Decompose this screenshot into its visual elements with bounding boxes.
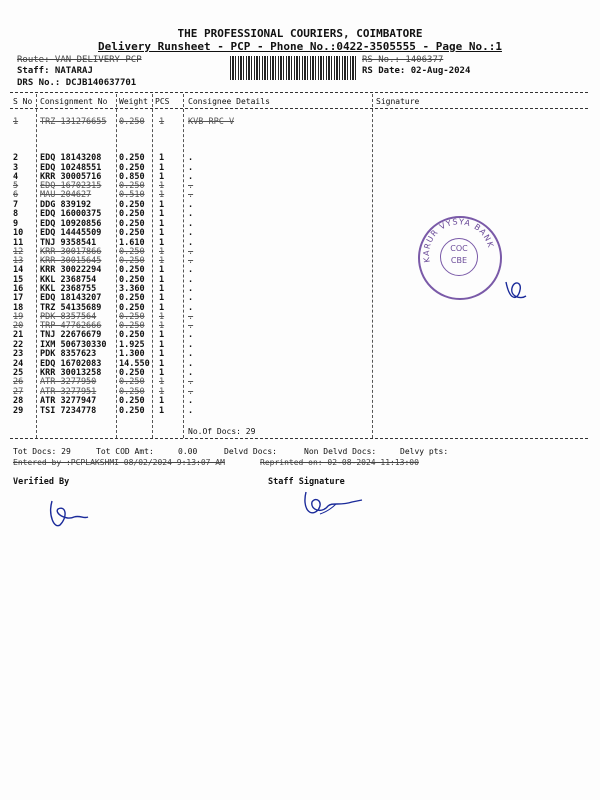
row-details: . bbox=[188, 228, 194, 238]
row-pcs: 1 bbox=[159, 219, 165, 229]
row-details: . bbox=[188, 406, 194, 416]
total-docs: Tot Docs: 29 bbox=[13, 447, 71, 456]
row-sno: 12 bbox=[13, 247, 24, 257]
col-signature: Signature bbox=[376, 97, 420, 106]
row-details: . bbox=[188, 238, 194, 248]
row-consignment: TRZ 131276655 bbox=[40, 117, 107, 127]
stamp-line2: CBE bbox=[450, 256, 468, 265]
rs-number: RS No.: 1406377 bbox=[362, 55, 444, 65]
row-consignment: MAU 204627 bbox=[40, 190, 92, 200]
row-details: . bbox=[188, 321, 194, 331]
row-pcs: 1 bbox=[159, 153, 165, 163]
row-sno: 10 bbox=[13, 228, 24, 238]
row-sno: 3 bbox=[13, 163, 19, 173]
row-consignment: KRR 30017866 bbox=[40, 247, 102, 257]
row-sno: 18 bbox=[13, 303, 24, 313]
row-consignment: TNJ 9358541 bbox=[40, 238, 97, 248]
row-consignment: EDQ 16000375 bbox=[40, 209, 102, 219]
row-details: . bbox=[188, 181, 194, 191]
row-weight: 0.250 bbox=[119, 163, 145, 173]
row-sno: 14 bbox=[13, 265, 24, 275]
row-weight: 0.250 bbox=[119, 219, 145, 229]
row-pcs: 1 bbox=[159, 172, 165, 182]
row-pcs: 1 bbox=[159, 330, 165, 340]
row-pcs: 1 bbox=[159, 181, 165, 191]
row-weight: 0.250 bbox=[119, 293, 145, 303]
svg-text:KARUR VYSYA BANK: KARUR VYSYA BANK bbox=[421, 217, 496, 264]
row-weight: 1.925 bbox=[119, 340, 145, 350]
row-pcs: 1 bbox=[159, 238, 165, 248]
total-cod-label: Tot COD Amt: bbox=[96, 447, 154, 456]
row-sno: 9 bbox=[13, 219, 19, 229]
row-weight: 0.250 bbox=[119, 200, 145, 210]
row-consignment: EDQ 18143207 bbox=[40, 293, 102, 303]
row-sno: 19 bbox=[13, 312, 24, 322]
row-consignment: EDQ 16702083 bbox=[40, 359, 102, 369]
row-weight: 0.250 bbox=[119, 368, 145, 378]
row-sno: 17 bbox=[13, 293, 24, 303]
row-weight: 0.250 bbox=[119, 153, 145, 163]
bank-stamp bbox=[418, 216, 502, 300]
row-consignment: IXM 506730330 bbox=[40, 340, 107, 350]
row-details: . bbox=[188, 172, 194, 182]
row-sno: 4 bbox=[13, 172, 19, 182]
row-weight: 0.250 bbox=[119, 117, 145, 127]
row-weight: 0.250 bbox=[119, 256, 145, 266]
row-sno: 29 bbox=[13, 406, 24, 416]
row-consignment: DDG 839192 bbox=[40, 200, 92, 210]
row-details: . bbox=[188, 387, 194, 397]
row-details: . bbox=[188, 209, 194, 219]
row-sno: 2 bbox=[13, 153, 19, 163]
col-consignment: Consignment No bbox=[40, 97, 108, 106]
row-consignment: TSI 7234778 bbox=[40, 406, 97, 416]
row-weight: 0.250 bbox=[119, 396, 145, 406]
row-weight: 0.250 bbox=[119, 209, 145, 219]
row-consignment: ATR 3277951 bbox=[40, 387, 97, 397]
row-sno: 25 bbox=[13, 368, 24, 378]
row-weight: 0.250 bbox=[119, 247, 145, 257]
row-sno: 15 bbox=[13, 275, 24, 285]
total-cod-amount: 0.00 bbox=[178, 447, 198, 456]
row-weight: 14.550 bbox=[119, 359, 150, 369]
row-consignment: KRR 30015645 bbox=[40, 256, 102, 266]
row-weight: 0.250 bbox=[119, 330, 145, 340]
row-pcs: 1 bbox=[159, 377, 165, 387]
row-sno: 23 bbox=[13, 349, 24, 359]
verified-by-label: Verified By bbox=[13, 477, 70, 487]
delivered-docs: Delvd Docs: bbox=[224, 447, 277, 456]
delivery-points: Delvy pts: bbox=[400, 447, 449, 456]
row-details: . bbox=[188, 377, 194, 387]
row-pcs: 1 bbox=[159, 321, 165, 331]
row-consignment: KKL 2368754 bbox=[40, 275, 97, 285]
row-consignment: EDQ 10920856 bbox=[40, 219, 102, 229]
row-weight: 0.250 bbox=[119, 321, 145, 331]
staff-line: Staff: NATARAJ bbox=[17, 66, 93, 76]
stamp-initial bbox=[500, 272, 530, 306]
row-weight: 0.250 bbox=[119, 228, 145, 238]
row-pcs: 1 bbox=[159, 228, 165, 238]
row-consignment: KRR 30013258 bbox=[40, 368, 102, 378]
row-details: . bbox=[188, 153, 194, 163]
row-pcs: 1 bbox=[159, 396, 165, 406]
row-pcs: 1 bbox=[159, 163, 165, 173]
row-weight: 0.250 bbox=[119, 312, 145, 322]
row-details: . bbox=[188, 359, 194, 369]
row-details: . bbox=[188, 293, 194, 303]
row-details: . bbox=[188, 163, 194, 173]
col-sno: S No bbox=[13, 97, 33, 106]
row-consignment: PDK 8357623 bbox=[40, 349, 97, 359]
row-weight: 0.850 bbox=[119, 172, 145, 182]
row-details: . bbox=[188, 219, 194, 229]
row-details: . bbox=[188, 275, 194, 285]
row-weight: 0.250 bbox=[119, 275, 145, 285]
row-details: . bbox=[188, 284, 194, 294]
row-details: KVB RPC V bbox=[188, 117, 235, 127]
row-pcs: 1 bbox=[159, 303, 165, 313]
col-consignee: Consignee Details bbox=[188, 97, 270, 106]
row-consignment: TNJ 22676679 bbox=[40, 330, 102, 340]
row-weight: 0.250 bbox=[119, 181, 145, 191]
row-pcs: 1 bbox=[159, 275, 165, 285]
row-weight: 0.250 bbox=[119, 265, 145, 275]
stamp-line1: COC bbox=[450, 244, 468, 253]
company-title: THE PROFESSIONAL COURIERS, COIMBATORE bbox=[177, 27, 423, 40]
row-pcs: 1 bbox=[159, 117, 165, 127]
row-details: . bbox=[188, 349, 194, 359]
row-consignment: EDQ 18143208 bbox=[40, 153, 102, 163]
staff-signature bbox=[296, 484, 366, 524]
row-details: . bbox=[188, 200, 194, 210]
row-weight: 0.250 bbox=[119, 303, 145, 313]
row-sno: 7 bbox=[13, 200, 19, 210]
row-details: . bbox=[188, 368, 194, 378]
route-line: Route: VAN DELIVERY PCP bbox=[17, 55, 142, 65]
row-pcs: 1 bbox=[159, 209, 165, 219]
footer-rule bbox=[10, 438, 588, 439]
row-sno: 8 bbox=[13, 209, 19, 219]
row-sno: 1 bbox=[13, 117, 19, 127]
row-sno: 11 bbox=[13, 238, 24, 248]
barcode bbox=[230, 56, 358, 80]
row-details: . bbox=[188, 330, 194, 340]
row-pcs: 1 bbox=[159, 406, 165, 416]
table-row bbox=[0, 406, 600, 417]
row-pcs: 1 bbox=[159, 190, 165, 200]
no-of-docs: No.Of Docs: 29 bbox=[188, 427, 256, 436]
row-consignment: EDQ 14445509 bbox=[40, 228, 102, 238]
row-sno: 24 bbox=[13, 359, 24, 369]
row-pcs: 1 bbox=[159, 284, 165, 294]
table-row bbox=[0, 117, 600, 128]
row-details: . bbox=[188, 190, 194, 200]
row-consignment: EDQ 10248551 bbox=[40, 163, 102, 173]
row-weight: 3.360 bbox=[119, 284, 145, 294]
row-sno: 20 bbox=[13, 321, 24, 331]
staff-signature-label: Staff Signature bbox=[268, 477, 345, 487]
row-details: . bbox=[188, 303, 194, 313]
verifier-signature bbox=[44, 495, 94, 535]
row-details: . bbox=[188, 312, 194, 322]
row-weight: 0.510 bbox=[119, 190, 145, 200]
header-rule-top bbox=[10, 92, 588, 93]
row-consignment: TRZ 54135689 bbox=[40, 303, 102, 313]
row-sno: 22 bbox=[13, 340, 24, 350]
row-pcs: 1 bbox=[159, 340, 165, 350]
row-pcs: 1 bbox=[159, 293, 165, 303]
row-pcs: 1 bbox=[159, 368, 165, 378]
row-details: . bbox=[188, 340, 194, 350]
row-details: . bbox=[188, 396, 194, 406]
row-pcs: 1 bbox=[159, 256, 165, 266]
row-details: . bbox=[188, 265, 194, 275]
row-sno: 5 bbox=[13, 181, 19, 191]
row-details: . bbox=[188, 256, 194, 266]
reprinted-on: Reprinted on: 02-08-2024 11:13:00 bbox=[260, 458, 419, 467]
row-consignment: KKL 2368755 bbox=[40, 284, 97, 294]
entered-by: Entered by :PCPLAKSHMI 08/02/2024 9:13:07 AM bbox=[13, 458, 225, 467]
row-weight: 1.300 bbox=[119, 349, 145, 359]
row-pcs: 1 bbox=[159, 265, 165, 275]
row-pcs: 1 bbox=[159, 200, 165, 210]
row-pcs: 1 bbox=[159, 359, 165, 369]
row-sno: 16 bbox=[13, 284, 24, 294]
row-details: . bbox=[188, 247, 194, 257]
row-consignment: TRP 47762666 bbox=[40, 321, 102, 331]
row-weight: 0.250 bbox=[119, 377, 145, 387]
row-pcs: 1 bbox=[159, 247, 165, 257]
row-sno: 13 bbox=[13, 256, 24, 266]
header-rule-bottom bbox=[10, 108, 588, 109]
row-sno: 27 bbox=[13, 387, 24, 397]
row-consignment: KRR 30005716 bbox=[40, 172, 102, 182]
drs-number: DRS No.: DCJB140637701 bbox=[17, 78, 137, 88]
row-pcs: 1 bbox=[159, 387, 165, 397]
row-consignment: EDQ 16702315 bbox=[40, 181, 102, 191]
row-consignment: ATR 3277947 bbox=[40, 396, 97, 406]
row-weight: 0.250 bbox=[119, 387, 145, 397]
col-weight: Weight bbox=[119, 97, 148, 106]
row-weight: 1.610 bbox=[119, 238, 145, 248]
runsheet-subtitle: Delivery Runsheet - PCP - Phone No.:0422-3505555 - Page No.:1 bbox=[98, 40, 502, 53]
row-sno: 6 bbox=[13, 190, 19, 200]
row-sno: 26 bbox=[13, 377, 24, 387]
row-consignment: PDK 8357564 bbox=[40, 312, 97, 322]
row-sno: 28 bbox=[13, 396, 24, 406]
non-delivered-docs: Non Delvd Docs: bbox=[304, 447, 377, 456]
stamp-center bbox=[440, 238, 478, 276]
row-sno: 21 bbox=[13, 330, 24, 340]
col-pcs: PCS bbox=[155, 97, 170, 106]
row-pcs: 1 bbox=[159, 349, 165, 359]
row-consignment: KRR 30022294 bbox=[40, 265, 102, 275]
row-consignment: ATR 3277950 bbox=[40, 377, 97, 387]
rs-date: RS Date: 02-Aug-2024 bbox=[362, 66, 471, 76]
row-weight: 0.250 bbox=[119, 406, 145, 416]
row-pcs: 1 bbox=[159, 312, 165, 322]
